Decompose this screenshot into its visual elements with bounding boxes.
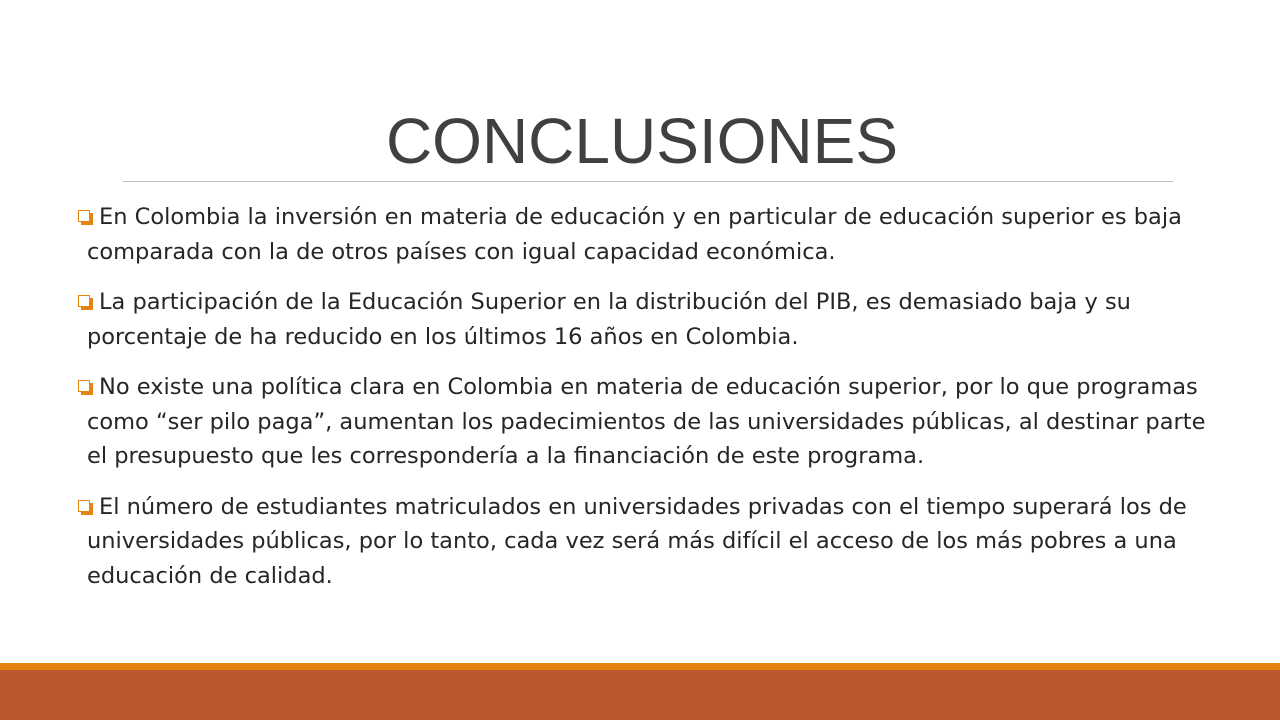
footer-bar	[0, 670, 1280, 720]
bullet-text: No existe una política clara en Colombia en materia de educación superior, por lo que programas como “ser pilo paga”, aumentan los padecimientos de las universidades públicas, al destinar parte el presupuesto que les correspondería a la financiación de este programa.	[87, 374, 1206, 469]
bullet-item	[77, 285, 1227, 354]
bullet-item	[77, 490, 1227, 594]
slide-title: CONCLUSIONES	[385, 105, 899, 177]
checkbox-square-icon	[78, 380, 93, 395]
checkbox-square-icon	[78, 295, 93, 310]
bullet-text: La participación de la Educación Superior en la distribución del PIB, es demasiado baja y su porcentaje de ha reducido en los últimos 16 años en Colombia.	[87, 289, 1131, 350]
bullet-list	[77, 200, 1227, 609]
bullet-item	[77, 200, 1227, 269]
checkbox-square-icon	[78, 500, 93, 515]
footer-accent-stripe	[0, 663, 1280, 670]
bullet-item	[77, 370, 1227, 474]
bullet-text: El número de estudiantes matriculados en universidades privadas con el tiempo superará los de universidades públicas, por lo tanto, cada vez será más difícil el acceso de los más pobres a una educación de calidad.	[87, 493, 1187, 589]
checkbox-square-icon	[78, 210, 93, 225]
bullet-text: En Colombia la inversión en materia de educación y en particular de educación superior es baja comparada con la de otros países con igual capacidad económica.	[87, 204, 1182, 265]
title-divider	[123, 181, 1173, 182]
